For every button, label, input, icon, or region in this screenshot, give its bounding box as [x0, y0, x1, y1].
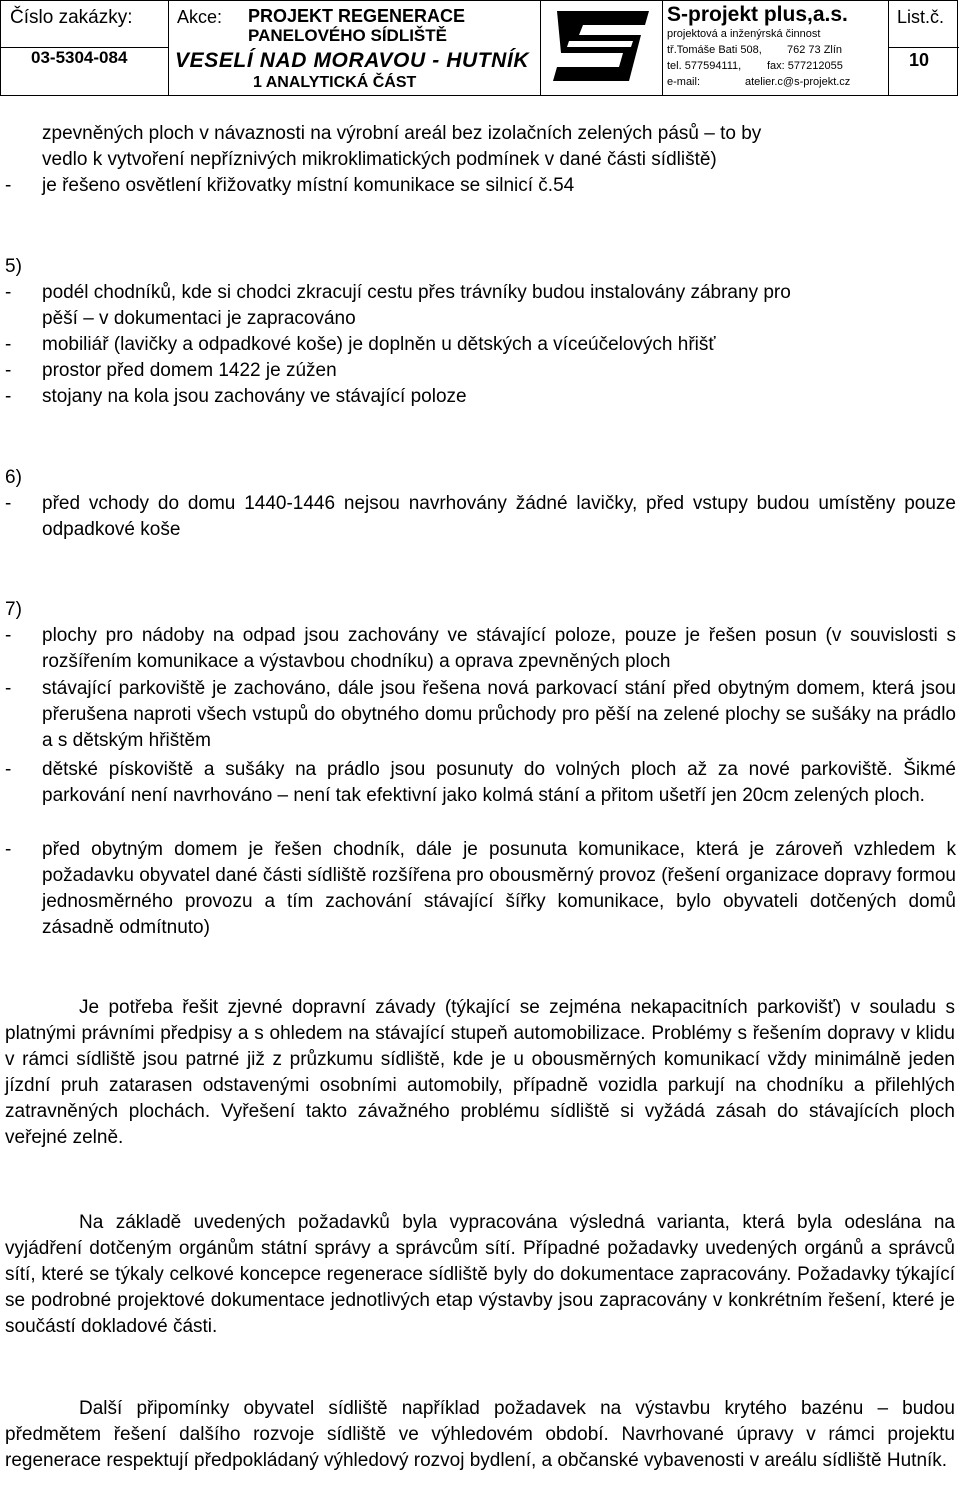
- project-title-line3: VESELÍ NAD MORAVOU - HUTNÍK: [175, 49, 530, 72]
- list-item: pěší – v dokumentaci je zapracováno: [42, 308, 356, 329]
- company-name: S-projekt plus,a.s.: [667, 3, 848, 26]
- body-paragraph: Je potřeba řešit zjevné dopravní závady (týkající se zejména nekapacitních parkovišť) v souladu s platnými právními předpisy a s ohledem na stávající stupeň automobilizace. Problémy s řešením dopravy v klidu v rámci sídliště jsou patrné již z průzkumu sídliště, kde je u obousměrných komunikací vždy minimálně jeden jízdní pruh zatarasen odstavenými osobními automobily, případně vozidla parkují na chodníku a přilehlých zatravněných plochách. Vyřešení takto závažného problému sídliště si vyžádá zásah do stávajících ploch veřejné zelně.: [5, 997, 955, 1148]
- header-divider: [1, 47, 169, 48]
- sheet-number: 10: [909, 50, 930, 70]
- document-header: [0, 0, 958, 96]
- company-tel: tel. 577594111,: [667, 60, 742, 72]
- list-item: podél chodníků, kde si chodci zkracují cestu přes trávníky budou instalovány zábrany pro: [42, 282, 791, 303]
- company-street: tř.Tomáše Bati 508,: [667, 44, 762, 56]
- bullet-dash: -: [5, 759, 12, 780]
- company-phone: [667, 60, 843, 72]
- bullet-dash: -: [5, 282, 12, 303]
- bullet-dash: -: [5, 175, 12, 196]
- company-email-label: e-mail:: [667, 76, 701, 88]
- bullet-dash: -: [5, 625, 12, 646]
- intro-line: vedlo k vytvoření nepříznivých mikroklimatických podmínek v dané části sídliště): [42, 149, 717, 170]
- bullet-dash: -: [5, 839, 12, 860]
- bullet-dash: -: [5, 334, 12, 355]
- list-item: plochy pro nádoby na odpad jsou zachovány ve stávající poloze, pouze je řešen posun (v souvislosti s rozšířením komunikace a výstavbou chodníku) a oprava zpevněných ploch: [42, 625, 956, 672]
- project-title-line1: PROJEKT REGENERACE: [248, 6, 466, 26]
- list-item: mobiliář (lavičky a odpadkové koše) je doplněn u dětských a víceúčelových hřišť: [42, 334, 716, 355]
- order-number: 03-5304-084: [31, 48, 128, 67]
- company-email-row: [667, 76, 851, 88]
- list-item: před obytným domem je řešen chodník, dále je posunuta komunikace, která je zároveň vzhledem k požadavku obyvatel dané části sídliště rozšířena pro obousměrný provoz (řešení organizace dopravy formou jednosměrného provozu a tím zachování stávající šířky komunikace, bylo obyvateli dotčených domů zásadně odmítnuto): [42, 839, 956, 938]
- project-title-line2: PANELOVÉHO SÍDLIŠTĚ: [248, 26, 447, 45]
- intro-line: zpevněných ploch v návaznosti na výrobní areál bez izolačních zelených pásů – to by: [42, 123, 762, 144]
- list-item: dětské pískoviště a sušáky na prádlo jsou posunuty do volných ploch až za nové parkoviště. Šikmé parkování není navrhováno – není tak efektivní jako kolmá stání a přitom ušetří jen 20cm zelených ploch.: [42, 759, 956, 806]
- body-paragraph: Na základě uvedených požadavků byla vypracována výsledná varianta, která byla odeslána na vyjádření dotčeným orgánům státní správy a správcům sítí. Případné požadavky uvedených orgánů a správců sítí, které se týkaly celkové koncepce regenerace sídliště byly do dokumentace zapracovány. Požadavky týkající se podrobné projektové dokumentace jednotlivých etap výstavby jsou zapracovány v konkrétním řešení, které je součástí dokladové části.: [5, 1212, 955, 1337]
- header-divider: [889, 47, 959, 48]
- company-cell: [663, 1, 889, 95]
- company-description: projektová a inženýrská činnost: [667, 28, 821, 40]
- s-projekt-logo-icon: [549, 7, 655, 91]
- bullet-dash: -: [5, 493, 12, 514]
- project-cell: [169, 1, 541, 95]
- bullet-dash: -: [5, 386, 12, 407]
- project-title-line4: 1 ANALYTICKÁ ČÁST: [253, 74, 417, 91]
- action-label: Akce:: [177, 7, 223, 27]
- section-heading: 7): [5, 599, 22, 620]
- logo-cell: [541, 1, 663, 95]
- order-label: Číslo zakázky:: [10, 7, 133, 28]
- body-paragraph: Další připomínky obyvatel sídliště například požadavek na výstavbu krytého bazénu – budou předmětem řešení dalšího rozvoje sídliště ve výhledovém období. Navrhované úpravy v rámci projektu regenerace respektují předpokládaný výhledový rozvoj bydlení, a občanské vybavenosti v areálu sídliště Hutník.: [5, 1398, 955, 1471]
- section-heading: 6): [5, 467, 22, 488]
- section-heading: 5): [5, 256, 22, 277]
- list-item: před vchody do domu 1440-1446 nejsou navrhovány žádné lavičky, před vstupy budou umístěny pouze odpadkové koše: [42, 493, 956, 540]
- order-cell: [1, 1, 169, 95]
- sheet-cell: [889, 1, 959, 95]
- list-item: prostor před domem 1422 je zúžen: [42, 360, 337, 381]
- intro-line: je řešeno osvětlení křižovatky místní komunikace se silnicí č.54: [42, 175, 575, 196]
- company-city: 762 73 Zlín: [787, 44, 843, 56]
- company-address: [667, 44, 843, 56]
- list-item: stávající parkoviště je zachováno, dále jsou řešena nová parkovací stání před obytným domem, která jsou přerušena naproti všech vstupů do obytného domu průchody pro pěší na zelené plochy se sušáky na prádlo a s dětským hřištěm: [42, 678, 956, 751]
- sheet-label: List.č.: [897, 7, 945, 27]
- company-fax: fax: 577212055: [767, 60, 843, 72]
- list-item: stojany na kola jsou zachovány ve stávající poloze: [42, 386, 467, 407]
- company-email[interactable]: atelier.c@s-projekt.cz: [745, 76, 851, 88]
- bullet-dash: -: [5, 360, 12, 381]
- bullet-dash: -: [5, 678, 12, 699]
